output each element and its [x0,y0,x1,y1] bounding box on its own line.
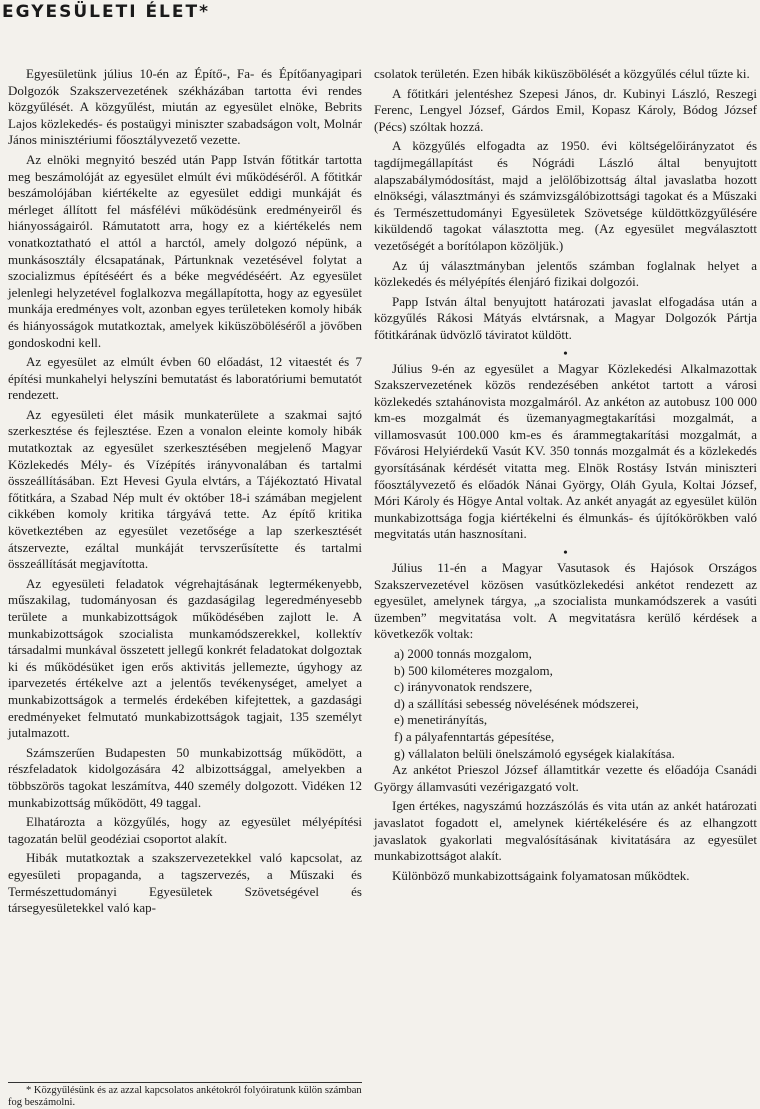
paragraph: Az ankétot Prieszol József államtitkár vezette és előadója Csanádi György államvasúti vezérigazgató volt. [374,762,757,794]
paragraph: Igen értékes, nagyszámú hozzászólás és vita után az ankét határozati javaslatot fogadott el, amelynek kiértékelésére és az elhangzott javaslatok gyakorlati megvalósításának kivitatására az egyesület munkabizottságot alakít. [374,798,757,864]
paragraph: csolatok területén. Ezen hibák kiküszöbölését a közgyűlés célul tűzte ki. [374,66,750,81]
list-item: c) irányvonatok rendszere, [394,679,533,695]
section-separator: • [563,545,568,560]
list-item: f) a pályafenntartás gépesítése, [394,728,555,744]
paragraph: Az egyesületi élet másik munkaterülete a szakmai sajtó szerkesztése és fejlesztése. Ezen a vonalon eleinte komoly hibák mutatkoztak az egyesület szerkesztésében megjelenő Magyar Közlekedés Mély- és Vízépítés irányvonalában és tartalmi összeállításában. Ezt Hevesi Gyula elvtárs, a Tájékoztató Hivatal főtitkára, a Szabad Nép mult év október 18-i számában megjelent cikkében komoly kritika tárgyává tette. Az építő kritika következtében az egyesület vezetősége a lap szerkesztését átszervezte, ezáltal munkáját tervszerűsítette és tartalmi összeállítását megjavította. [8,406,362,572]
right-column [374,66,757,887]
paragraph: Az egyesületi feladatok végrehajtásának legtermékenyebb, műszakilag, tudományosan és gazdaságilag legeredményesebb területe a munkabizottságok működésében zajlott le. A munkabizottságok szocialista munkamódszerekkel, kollektív társadalmi munkával összetett jellegű konkrét feladatokat dolgoztak ki és működésüket igen erős aktivitás jellemezte, úgyhogy az iparvezetés értékelve azt a jelentős tevékenységet, amelyet a munkabizottságok a termelés érdekében kifejtettek, a gazdasági eredményeket felmutató munkabizottságok tagjait, 135 személyt jutalmazott. [8,575,362,741]
paragraph: Papp István által benyujtott határozati javaslat elfogadása után a közgyűlés Rákosi Mátyás elvtársnak, a Magyar Dolgozók Pártja főtitkárának üdvözlő táviratot küldött. [374,293,757,342]
paragraph: Az új választmányban jelentős számban foglalnak helyet a közlekedés és mélyépítés élenjáró fizikai dolgozói. [374,257,757,290]
footnote-rule [8,1082,362,1083]
paragraph: Július 11-én a Magyar Vasutasok és Hajósok Országos Szakszervezetével közösen vasútközlekedési ankétot rendezett az egyesület, amelynek tárgya, „a szocialista munkamódszerek a vasúti üzemben” megvitatása volt. A megvitatásra kerülő kérdések a következők voltak: [374,560,757,642]
section-separator: • [563,345,568,360]
paragraph: Hibák mutatkoztak a szakszervezetekkel való kapcsolat, az egyesületi propaganda, a tagszervezés, a Műszaki és Természettudományi Egyesületek Szövetségével és társegyesületekkel való kap- [8,850,362,916]
list-item: e) menetirányítás, [394,712,488,728]
paragraph: Elhatározta a közgyűlés, hogy az egyesület mélyépítési tagozatán belül geodéziai csoportot alakít. [8,814,362,846]
paragraph: Az elnöki megnyitó beszéd után Papp István főtitkár tartotta meg beszámolóját az egyesület elmúlt évi működéséről. A főtitkár beszámolójában kiértékelte az egyesület eddigi munkáját és mérleget állított fel másfélévi működésünk eredményeiről és hiányosságairól. Rámutatott arra, hogy ez a kiértékelés nem vonatkoztatható el attól a harctól, amely dolgozó népünk, a munkásosztály élcsapatának, Pártunknak vezetésével folytat a szocializmus építéséért és a béke megvédéséért. Az egyesület jelenlegi helyzetével foglalkozva megállapította, hogy az egyesület munkája eredményes volt, azonban egyes területeken komoly hibák és hiányosságok mutatkoztak, amelyek kiküszöböléséről a jövőben gondoskodni kell. [8,151,362,350]
paragraph: Egyesületünk július 10-én az Építő-, Fa- és Építőanyagipari Dolgozók Szakszervezetének székházában tartotta évi rendes közgyűlését. A közgyűlést, miután az egyesület elnöke, Bebrits Lajos közlekedés- és postaügyi miniszter szabadságon volt, Molnár János minisztériumi főosztályvezető vezette. [8,66,362,148]
list-item: a) 2000 tonnás mozgalom, [394,646,532,661]
section-title: EGYESÜLETI ÉLET* [2,2,210,22]
list-item: g) vállalaton belüli önelszámoló egységek kialakítása. [394,745,675,761]
paragraph: A főtitkári jelentéshez Szepesi János, dr. Kubinyi László, Reszegi Ferenc, Lengyel József, Gárdos Emil, Kopasz Károly, Bódog József (Pécs) szóltak hozzá. [374,85,757,134]
left-column [8,66,362,920]
paragraph: Július 9-én az egyesület a Magyar Közlekedési Alkalmazottak Szakszervezetének közös rendezésében ankétot tartott a városi közlekedés sztahánovista mozgalmáról. Az ankéton az autobusz 100 000 km-es mozgalmát és üzemanyagmegtakarítási mozgalmát, a villamosvasút 100.000 km-es és árammegtakarítási mozgalmát, a Fővárosi Helyiérdekű Vasút KV. 350 tonnás mozgalmát és a közlekedés gyorsításának kérdését vitatta meg. Elnök Rostásy István miniszteri főosztályvezető és előadók Nánai György, Oláh Gyula, Koltai József, Móri Károly és Högye Antal voltak. Az ankét anyagát az egyesület külön munkabizottsága fogja kiértékelni és élmunkás- és újítókörökben való megvitatás után hasznosítani. [374,360,757,542]
paragraph: Az egyesület az elmúlt évben 60 előadást, 12 vitaestét és 7 építési munkahelyi helyszíni bemutatást és laboratóriumi bemutatót rendezett. [8,354,362,403]
paragraph: Különböző munkabizottságaink folyamatosan működtek. [392,867,690,883]
paragraph: A közgyűlés elfogadta az 1950. évi költségelőirányzatot és tagdíjmegállapítást és Nógrádi László által benyujtott alapszabálymódosítást, majd a jelölőbizottság által javaslatba hozott elnökségi, választmányi és számvizsgálóbizottsági tagokat és a Műszaki és Természettudományi Egyesületek Szövetsége küldöttközgyűlésére kiküldendő tagokat választotta meg. (Az egyesület megválasztott vezetőségét a borítólapon közöljük.) [374,138,757,253]
list-item: d) a szállítási sebesség növelésének módszerei, [394,695,639,711]
paragraph: Számszerűen Budapesten 50 munkabizottság működött, a részfeladatok kidolgozására 42 albizottsággal, amelyekben a többszörös tagokat leszámítva, 440 személy dolgozott. Vidéken 12 munkabizottság működött, 49 taggal. [8,744,362,810]
footnote: * Közgyűlésünk és az azzal kapcsolatos ankétokról folyóiratunk külön számban fog beszámolni. [8,1085,362,1108]
list-item: b) 500 kilométeres mozgalom, [394,662,553,678]
